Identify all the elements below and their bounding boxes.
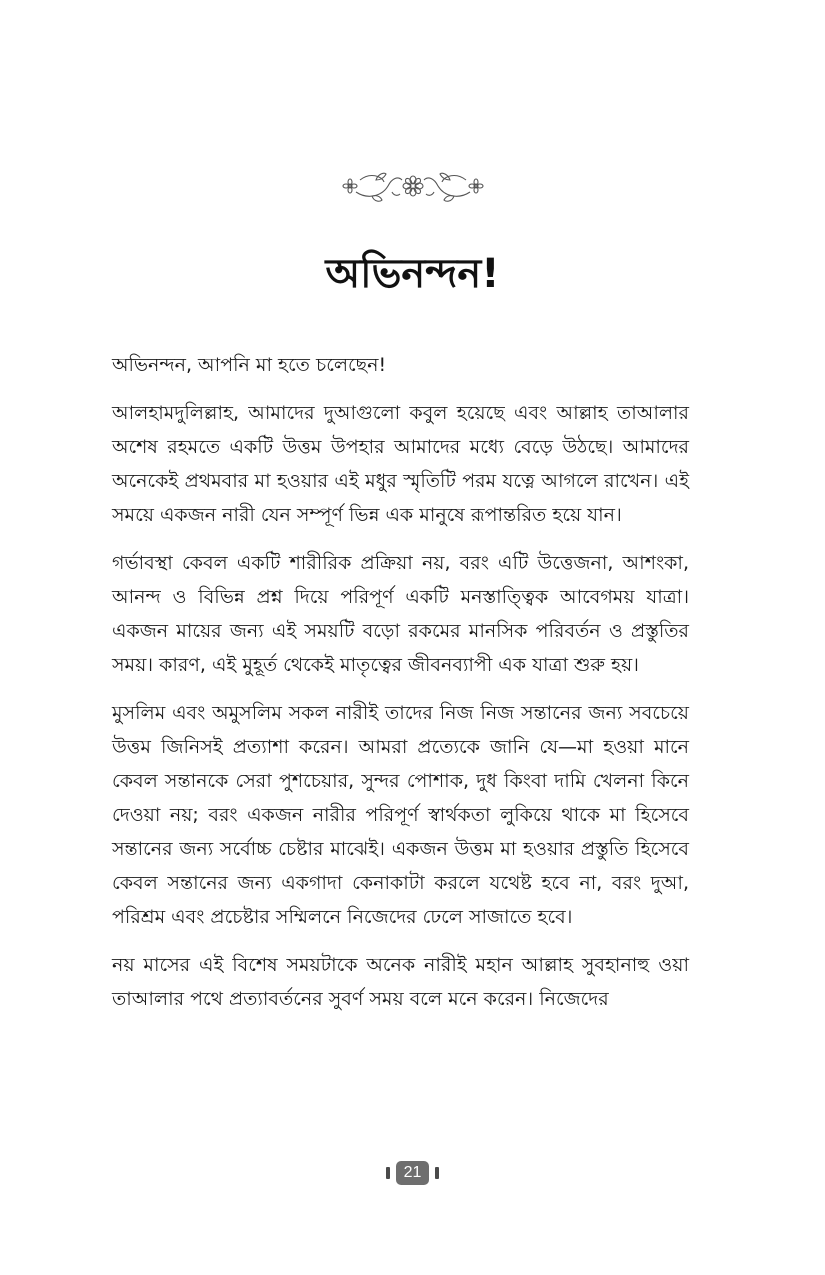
paragraph: নয় মাসের এই বিশেষ সময়টাকে অনেক নারীই মহান আল্লাহ সুবহানাহু ওয়া তাআলার পথে প্রত্যাবর্তনের সুবর্ণ সময় বলে মনে করেন। নিজেদের — [112, 954, 689, 1010]
page-footer — [0, 1161, 825, 1185]
body-text — [112, 348, 689, 1030]
floral-divider-icon — [338, 166, 488, 206]
paragraph: গর্ভাবস্থা কেবল একটি শারীরিক প্রক্রিয়া নয়, বরং এটি উত্তেজনা, আশংকা, আনন্দ ও বিভিন্ন প্রশ্ন দিয়ে পরিপূর্ণ একটি মনস্তাত্ত্বিক আবেগময় যাত্রা। একজন মায়ের জন্য এই সময়টি বড়ো রকমের মানসিক পরিবর্তন ও প্রস্তুতির সময়। কারণ, এই মুহূর্ত থেকেই মাতৃত্বের জীবনব্যাপী এক যাত্রা শুরু হয়। — [112, 552, 689, 676]
paragraph: মুসলিম এবং অমুসলিম সকল নারীই তাদের নিজ নিজ সন্তানের জন্য সবচেয়ে উত্তম জিনিসই প্রত্যাশা করেন। আমরা প্রত্যেকে জানি যে—মা হওয়া মানে কেবল সন্তানকে সেরা পুশচেয়ার, সুন্দর পোশাক, দুধ কিংবা দামি খেলনা কিনে দেওয়া নয়; বরং একজন নারীর পরিপূর্ণ স্বার্থকতা লুকিয়ে থাকে মা হিসেবে সন্তানের জন্য সর্বোচ্চ চেষ্টার মাঝেই। একজন উত্তম মা হওয়ার প্রস্তুতি হিসেবে কেবল সন্তানের জন্য একগাদা কেনাকাটা করলে যথেষ্ট হবে না, বরং দুআ, পরিশ্রম এবং প্রচেষ্টার সম্মিলনে নিজেদের ঢেলে সাজাতে হবে। — [112, 702, 689, 928]
page-number-right-bar — [435, 1167, 439, 1179]
ornament — [0, 166, 825, 206]
paragraph: আলহামদুলিল্লাহ, আমাদের দুআগুলো কবুল হয়েছে এবং আল্লাহ তাআলার অশেষ রহমতে একটি উত্তম উপহার আমাদের মধ্যে বেড়ে উঠছে। আমাদের অনেকেই প্রথমবার মা হওয়ার এই মধুর স্মৃতিটি পরম যত্নে আগলে রাখেন। এই সময়ে একজন নারী যেন সম্পূর্ণ ভিন্ন এক মানুষে রূপান্তরিত হয়ে যান। — [112, 402, 689, 526]
paragraph: অভিনন্দন, আপনি মা হতে চলেছেন! — [112, 354, 387, 376]
page-title: অভিনন্দন! — [325, 251, 500, 297]
page-number: 21 — [396, 1161, 430, 1185]
page-number-left-bar — [386, 1167, 390, 1179]
